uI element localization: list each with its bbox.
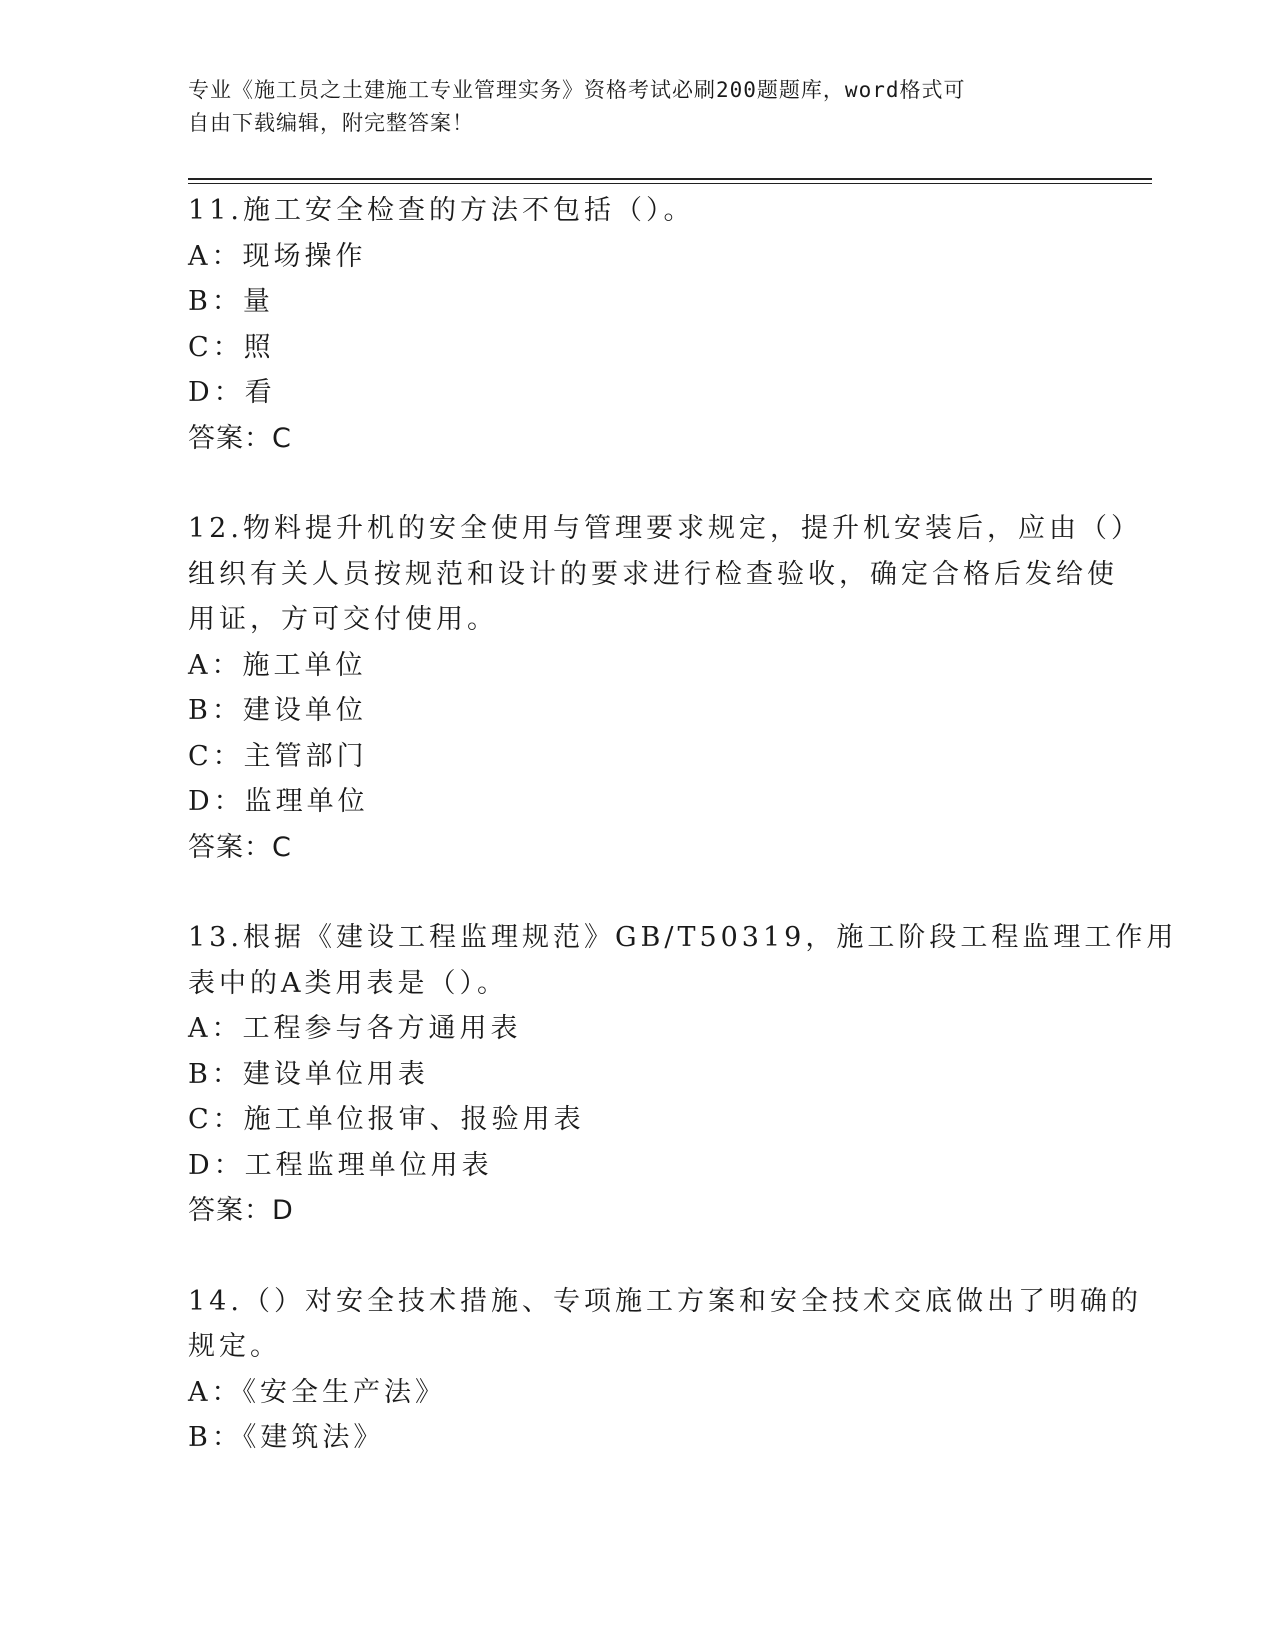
- document-header: [188, 74, 1088, 140]
- question-text: 组织有关人员按规范和设计的要求进行检查验收，确定合格后发给使: [188, 558, 1118, 590]
- option-a: A：现场操作: [188, 240, 367, 272]
- header-line-1: 专业《施工员之土建施工专业管理实务》资格考试必刷200题题库，word格式可: [188, 78, 966, 102]
- answer: 答案：D: [188, 1195, 294, 1226]
- header-divider-thin: [188, 183, 1152, 184]
- question-text: 13.根据《建设工程监理规范》GB/T50319，施工阶段工程监理工作用: [188, 922, 1178, 953]
- option-b: B：建设单位用表: [188, 1058, 429, 1090]
- option-d: D：看: [188, 377, 276, 408]
- question-text: 表中的A类用表是（）。: [188, 967, 508, 999]
- question-14: [188, 1279, 1142, 1461]
- question-list: [188, 188, 1178, 1506]
- option-c: C：照: [188, 331, 275, 363]
- option-d: D：监理单位: [188, 786, 369, 817]
- answer: 答案：C: [188, 422, 292, 454]
- question-text: 用证，方可交付使用。: [188, 604, 498, 635]
- option-b: B：《建筑法》: [188, 1422, 385, 1453]
- header-line-2: 自由下载编辑，附完整答案！: [188, 111, 474, 135]
- option-a: A：施工单位: [188, 649, 367, 681]
- option-b: B：建设单位: [188, 695, 367, 726]
- option-a: A：《安全生产法》: [188, 1376, 446, 1408]
- question-12: [188, 506, 1142, 870]
- option-c: C：主管部门: [188, 740, 368, 772]
- question-13: [188, 915, 1178, 1234]
- question-text: 12.物料提升机的安全使用与管理要求规定，提升机安装后，应由（）: [188, 513, 1142, 544]
- header-divider-thick: [188, 178, 1152, 180]
- question-text: 11.施工安全检查的方法不包括（）。: [188, 195, 695, 226]
- question-text: 14.（）对安全技术措施、专项施工方案和安全技术交底做出了明确的: [188, 1285, 1142, 1317]
- option-c: C：施工单位报审、报验用表: [188, 1104, 585, 1135]
- question-text: 规定。: [188, 1331, 281, 1362]
- option-a: A：工程参与各方通用表: [188, 1013, 522, 1044]
- question-11: [188, 188, 1088, 461]
- option-d: D：工程监理单位用表: [188, 1149, 493, 1181]
- option-b: B：量: [188, 286, 274, 317]
- answer: 答案：C: [188, 831, 292, 863]
